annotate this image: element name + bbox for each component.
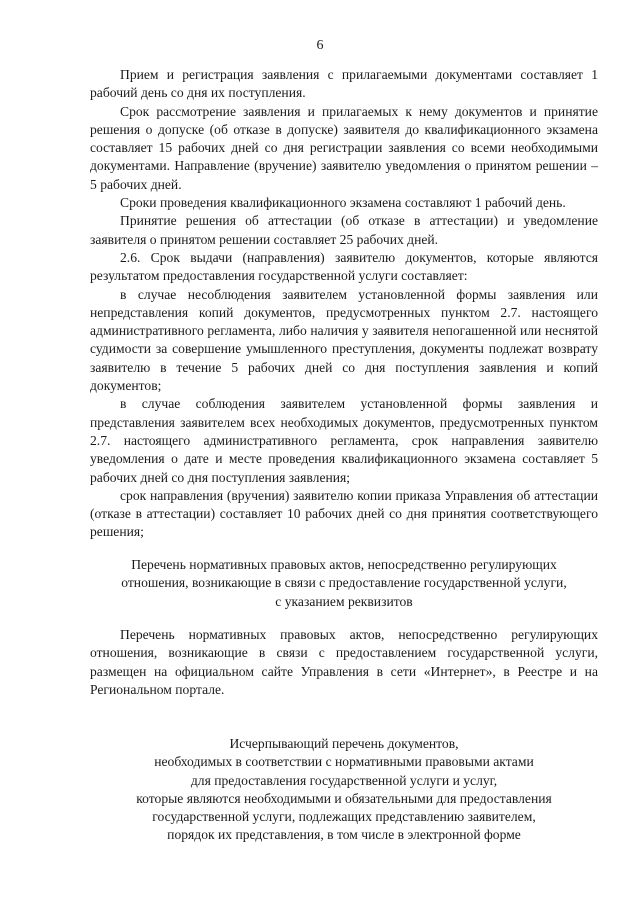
heading-line: отношения, возникающие в связи с предоставление государственной услуги,: [121, 575, 567, 591]
paragraph-compliance: в случае соблюдения заявителем установленной формы заявления и представления заявителем всех необходимых документов, предусмотренных пунктом 2.7. настоящего административного регламента, срок направления заявителю уведомления о дате и месте проведения квалификационного экзамена составляет 5 рабочих дней со дня поступления заявления;: [90, 396, 598, 485]
heading-line: с указанием реквизитов: [275, 593, 413, 609]
section-heading-documents-list: [90, 735, 598, 845]
paragraph-exam-term: Сроки проведения квалификационного экзамена составляют 1 рабочий день.: [120, 195, 566, 211]
section-deadlines: [90, 66, 598, 542]
paragraph-review-term: Срок рассмотрение заявления и прилагаемых к нему документов и принятие решения о допуске (об отказе в допуске) заявителя до квалификационного экзамена составляет 15 рабочих дней со дня регистрации заявления со всеми необходимыми документами. Направление (вручение) заявителю уведомления о принятом решении – 5 рабочих дней.: [90, 103, 598, 192]
heading-line: необходимых в соответствии с нормативными правовыми актами: [154, 754, 534, 770]
section-heading-legal-acts: [90, 556, 598, 611]
page-number: 6: [316, 38, 324, 53]
heading-line: Исчерпывающий перечень документов,: [229, 736, 459, 751]
paragraph-registration: Прием и регистрация заявления с прилагаемыми документами составляет 1 рабочий день со дня их поступления.: [90, 67, 598, 101]
heading-line: для предоставления государственной услуги и услуг,: [190, 772, 498, 788]
heading-line: государственной услуги, подлежащих представлению заявителем,: [152, 809, 536, 825]
heading-line: Перечень нормативных правовых актов, непосредственно регулирующих: [131, 557, 557, 572]
section-legal-acts: [90, 626, 598, 699]
heading-line: порядок их представления, в том числе в электронной форме: [167, 827, 521, 843]
paragraph-attestation-decision: Принятие решения об аттестации (об отказе в аттестации) и уведомление заявителя о принятом решении составляет 25 рабочих дней.: [90, 213, 598, 247]
paragraph-order-copy: срок направления (вручения) заявителю копии приказа Управления об аттестации (отказе в аттестации) составляет 10 рабочих дней со дня принятия соответствующего решения;: [90, 487, 598, 540]
paragraph-2-6: 2.6. Срок выдачи (направления) заявителю документов, которые являются результатом предоставления государственной услуги составляет:: [90, 249, 598, 284]
paragraph-legal-acts-list: Перечень нормативных правовых актов, непосредственно регулирующих отношения, возникающие в связи с предоставлением государственной услуги, размещен на официальном сайте Управления в сети «Интернет», в Реестре и на Региональном портале.: [90, 627, 598, 697]
heading-line: которые являются необходимыми и обязательными для предоставления: [136, 790, 552, 806]
paragraph-non-compliance: в случае несоблюдения заявителем установленной формы заявления или непредставления копий документов, предусмотренных пунктом 2.7. настоящего административного регламента, либо наличия у заявителя непогашенной или неснятой судимости за совершение умышленного преступления, документы подлежат возврату заявителю в течение 5 рабочих дней со дня поступления заявления и копий документов;: [90, 286, 598, 394]
